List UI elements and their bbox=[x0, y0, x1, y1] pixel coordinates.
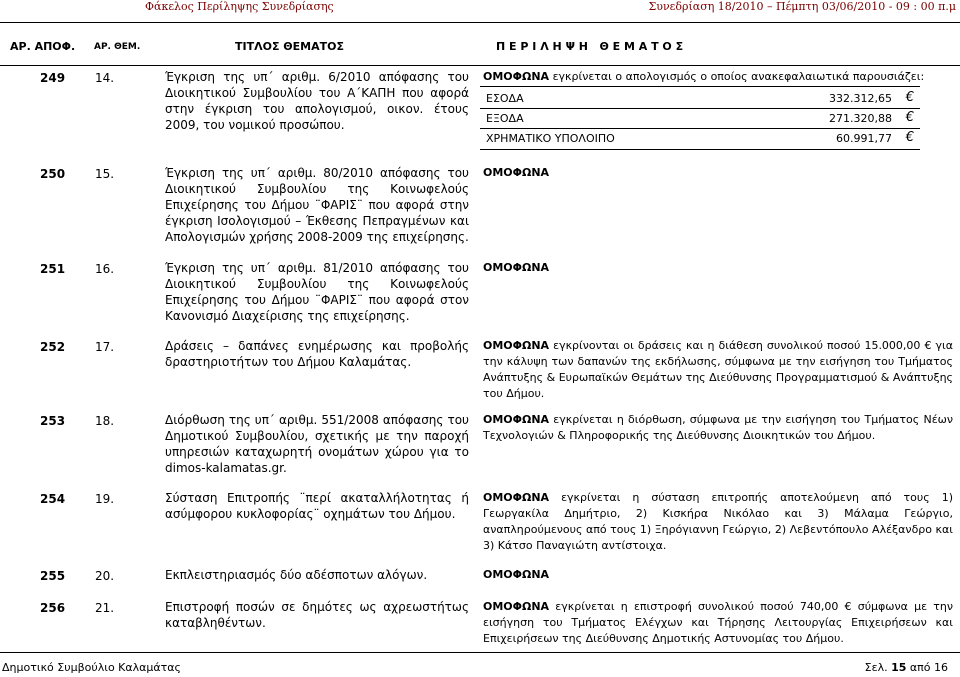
decision-text: ΟΜΟΦΩΝΑ εγκρίνεται ο απολογισμός ο οποίος ανακεφαλαιωτικά παρουσιάζει: bbox=[483, 70, 925, 83]
topic-number: 15. bbox=[95, 167, 115, 181]
topic-number: 18. bbox=[95, 414, 115, 428]
topic-title: Δράσεις – δαπάνες ενημέρωσης και προβολής δραστηριοτήτων του Δήμου Καλαμάτας. bbox=[165, 339, 469, 369]
document-header-title: Φάκελος Περίληψης Συνεδρίασης bbox=[145, 0, 334, 13]
topic-title: Επιστροφή ποσών σε δημότες ως αχρεωστήτως καταβληθέντων. bbox=[165, 600, 469, 630]
topic-number: 20. bbox=[95, 569, 115, 583]
topic-title: Έγκριση της υπ΄ αριθμ. 81/2010 απόφασης του Διοικητικού Συμβουλίου της Κοινωφελούς Επιχείρησης του Δήμου ¨ΦΑΡΙΣ¨ που αφορά στον Κανονισμό Διαχείρισης της επιχείρησης. bbox=[165, 261, 469, 323]
col-topic-summary: Π Ε Ρ Ι Λ Η Ψ Η Θ Ε Μ Α Τ Ο Σ bbox=[496, 40, 684, 53]
decision-text: ΟΜΟΦΩΝΑ bbox=[483, 568, 550, 581]
decision-text: ΟΜΟΦΩΝΑ εγκρίνεται η σύσταση επιτροπής αποτελούμενη από τους 1) Γεωργακίλα Δημήτριο, 2) Κισκήρα Νικόλαο και 3) Μάλαμα Γεώργιο, αναπληρούμενους από τους 1) Ξηρόγιαννη Γεώργιο, 2) Λεβεντόπουλο Αλέξανδρο και 3) Κάτσο Παναγιώτη αντίστοιχα. bbox=[483, 491, 953, 552]
topic-title: Σύσταση Επιτροπής ¨περί ακαταλλήλοτητας ή ασύμφορου κυκλοφορίας¨ οχημάτων του Δήμου. bbox=[165, 491, 469, 521]
col-topic-number: ΑΡ. ΘΕΜ. bbox=[94, 42, 141, 52]
decision-text: ΟΜΟΦΩΝΑ bbox=[483, 261, 550, 274]
topic-title: Εκπλειστηριασμός δύο αδέσποτων αλόγων. bbox=[165, 568, 428, 582]
page-number: Σελ. 15 από 16 bbox=[864, 661, 948, 674]
column-header-bar bbox=[0, 22, 960, 66]
decision-number: 254 bbox=[40, 492, 66, 506]
topic-number: 21. bbox=[95, 601, 115, 615]
decision-text: ΟΜΟΦΩΝΑ bbox=[483, 166, 550, 179]
col-topic-title: ΤΙΤΛΟΣ ΘΕΜΑΤΟΣ bbox=[235, 40, 345, 53]
decision-text: ΟΜΟΦΩΝΑ εγκρίνεται η επιστροφή συνολικού ποσού 740,00 € σύμφωνα με την εισήγηση του Τμήματος Ελέγχων και Τήρησης Λειτουργίας Επιχειρήσεων και Επιχειρήσεων της Διεύθυνσης Δημοτικής Αστυνομίας του Δήμου. bbox=[483, 600, 953, 645]
fin-row-expenses: ΕΞΟΔΑ 271.320,88 € bbox=[480, 109, 920, 129]
topic-number: 19. bbox=[95, 492, 115, 506]
page-footer bbox=[0, 652, 960, 677]
euro-icon: € bbox=[905, 110, 914, 125]
col-decision-number: ΑΡ. ΑΠΟΦ. bbox=[10, 40, 76, 53]
decision-number: 251 bbox=[40, 262, 66, 276]
decision-number: 255 bbox=[40, 569, 66, 583]
fin-row-income: ΕΣΟΔΑ 332.312,65 € bbox=[480, 89, 920, 109]
decision-number: 250 bbox=[40, 167, 66, 181]
fin-row-balance: ΧΡΗΜΑΤΙΚΟ ΥΠΟΛΟΙΠΟ 60.991,77 € bbox=[486, 130, 914, 145]
decision-number: 249 bbox=[40, 71, 66, 85]
euro-icon: € bbox=[905, 130, 914, 145]
topic-number: 17. bbox=[95, 340, 115, 354]
topic-number: 14. bbox=[95, 71, 115, 85]
topic-number: 16. bbox=[95, 262, 115, 276]
footer-organization: Δημοτικό Συμβούλιο Καλαμάτας bbox=[2, 661, 181, 674]
topic-title: Διόρθωση της υπ΄ αριθμ. 551/2008 απόφασης του Δημοτικού Συμβουλίου, σχετικής με την παροχή υπηρεσιών καταχωρητή ονομάτων χώρου για το dimos-kalamatas.gr. bbox=[165, 413, 469, 475]
decision-number: 252 bbox=[40, 340, 66, 354]
decision-text: ΟΜΟΦΩΝΑ εγκρίνεται η διόρθωση, σύμφωνα με την εισήγηση του Τμήματος Νέων Τεχνολογιών & Πληροφορικής της Διεύθυνσης Διοικητικών του Δήμου. bbox=[483, 413, 953, 442]
decision-text: ΟΜΟΦΩΝΑ εγκρίνονται οι δράσεις και η διάθεση συνολικού ποσού 15.000,00 € για την κάλυψη των δαπανών της εκδήλωσης, σύμφωνα με την εισήγηση του Τμήματος Ανάπτυξης & Ευρωπαϊκών Θεμάτων της Διεύθυνσης Προγραμματισμού & Ανάπτυξης του Δήμου. bbox=[483, 339, 953, 400]
decision-number: 253 bbox=[40, 414, 66, 428]
topic-title: Έγκριση της υπ΄ αριθμ. 6/2010 απόφασης του Διοικητικού Συμβουλίου του Α΄ΚΑΠΗ που αφορά στην έγκριση του απολογισμού, οικον. έτους 2009, του νομικού προσώπου. bbox=[165, 70, 469, 132]
decision-number: 256 bbox=[40, 601, 66, 615]
euro-icon: € bbox=[905, 90, 914, 105]
topic-title: Έγκριση της υπ΄ αριθμ. 80/2010 απόφασης του Διοικητικού Συμβουλίου της Κοινωφελούς Επιχείρησης του Δήμου ¨ΦΑΡΙΣ¨ που αφορά στην έγκριση Ισολογισμού – Έκθεσης Πεπραγμένων και Απολογισμών χρήσης 2008-2009 της επιχείρησης. bbox=[165, 166, 469, 244]
session-info: Συνεδρίαση 18/2010 – Πέμπτη 03/06/2010 - 09 : 00 π.μ bbox=[648, 0, 956, 13]
financial-summary-table bbox=[480, 86, 920, 150]
